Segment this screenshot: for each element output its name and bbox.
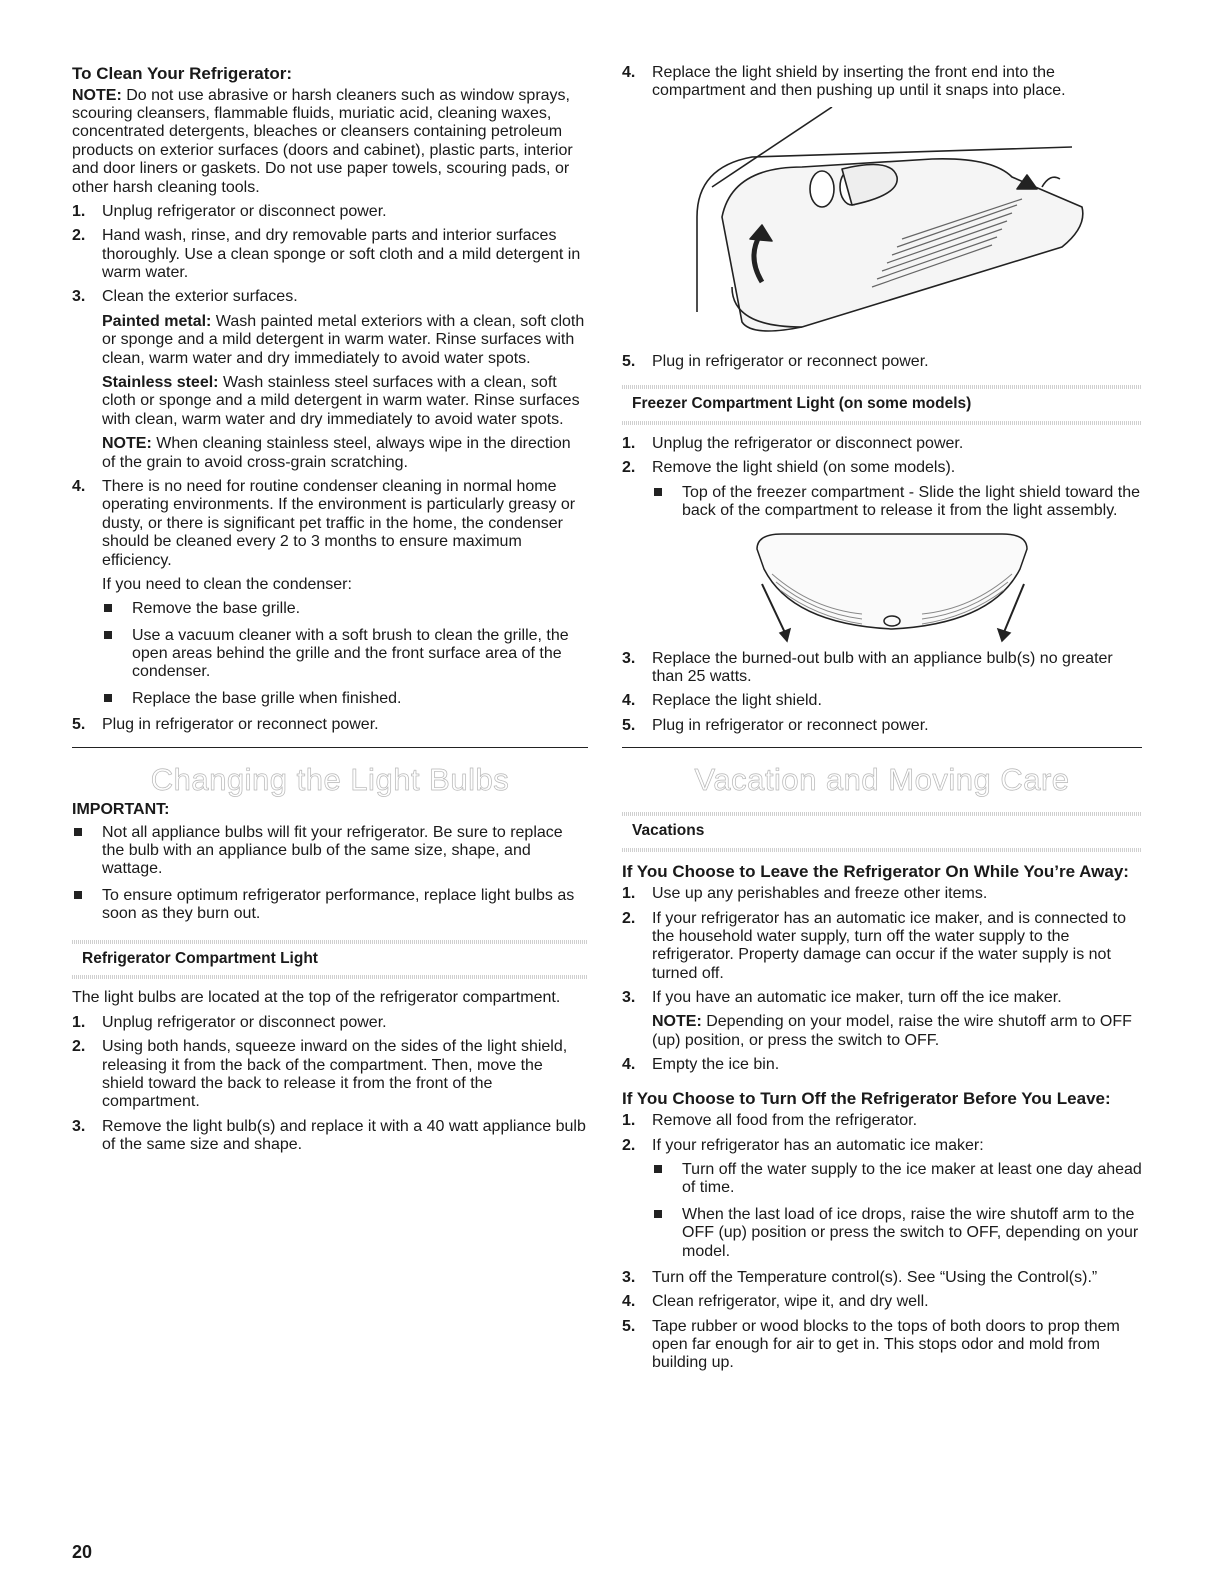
painted-metal-para [102, 313, 588, 368]
step-number: 2. [622, 459, 636, 477]
left-column [72, 64, 588, 1161]
step-number: 4. [622, 64, 636, 81]
step-number: 1. [622, 434, 636, 452]
step-text: Replace the burned-out bulb with an appliance bulb(s) no greater than 25 watts. [652, 649, 1113, 685]
step-text: Unplug refrigerator or disconnect power. [102, 1013, 387, 1031]
note2-text: When cleaning stainless steel, always wipe in the direction of the grain to avoid cross-grain scratching. [102, 435, 571, 471]
condenser-intro: If you need to clean the condenser: [102, 575, 352, 593]
list-item [72, 887, 588, 924]
square-bullet-icon [654, 1165, 662, 1173]
step-text: Replace the light shield. [652, 692, 822, 710]
step-number: 1. [622, 1112, 636, 1130]
list-item [72, 1014, 588, 1032]
leave-on-steps [622, 885, 1142, 1075]
light-shield-illustration [692, 107, 1112, 347]
bullet-text: Top of the freezer compartment - Slide the light shield toward the back of the compartment to release it from the light assembly. [682, 483, 1141, 520]
step-text: Remove all food from the refrigerator. [652, 1112, 918, 1130]
fridge-light-intro: The light bulbs are located at the top of the refrigerator compartment. [72, 989, 561, 1007]
bullet-text: Not all appliance bulbs will fit your refrigerator. Be sure to replace the bulb with an appliance bulb of the same size, shape, and wattage. [102, 823, 563, 878]
list-item [622, 885, 1142, 903]
list-item [72, 478, 588, 708]
square-bullet-icon [74, 891, 82, 899]
stainless-note [102, 435, 588, 472]
step-text: If you have an automatic ice maker, turn off the ice maker. [652, 989, 1062, 1007]
square-bullet-icon [104, 694, 112, 702]
turn-off-heading: If You Choose to Turn Off the Refrigerator Before You Leave: [622, 1088, 1111, 1108]
step-number: 1. [72, 202, 86, 220]
freezer-light-subheading: Freezer Compartment Light (on some models) [622, 389, 1142, 421]
step-number: 4. [622, 692, 636, 710]
step-number: 4. [622, 1056, 636, 1074]
important-bullets [72, 824, 588, 924]
stainless-text: Wash stainless steel surfaces with a clean, soft cloth or sponge and a mild detergent in warm water. Rinse surfaces with clean, warm water and dry immediately to avoid water spots. [102, 374, 580, 428]
list-item [72, 824, 588, 879]
step-text: Unplug refrigerator or disconnect power. [102, 202, 387, 220]
square-bullet-icon [654, 488, 662, 496]
list-item [72, 288, 588, 472]
square-bullet-icon [104, 604, 112, 612]
clean-steps [72, 203, 588, 735]
vacation-section-title: Vacation and Moving Care [694, 762, 1070, 798]
list-item [622, 64, 1142, 101]
important-label: IMPORTANT: [72, 801, 170, 819]
bullet-text: Replace the base grille when finished. [132, 689, 402, 707]
list-item [652, 484, 1142, 521]
list-item [72, 1118, 588, 1155]
square-bullet-icon [104, 631, 112, 639]
list-item [102, 627, 588, 682]
list-item [622, 353, 1142, 371]
step-text: Using both hands, squeeze inward on the sides of the light shield, releasing it from the back of the compartment. Then, move the shield toward the back to release it from the front of the compartment. [102, 1038, 568, 1111]
step-number: 2. [72, 227, 86, 245]
vacations-subheading: Vacations [622, 816, 1142, 848]
step-number: 1. [622, 885, 636, 903]
step-text: Plug in refrigerator or reconnect power. [652, 352, 929, 370]
slide-arrow-right-icon [1002, 584, 1024, 637]
step-number: 3. [622, 989, 636, 1007]
step-number: 4. [72, 477, 86, 495]
step-number: 2. [622, 1136, 636, 1154]
list-item [102, 690, 588, 708]
step-number: 2. [622, 909, 636, 927]
turn-off-steps [622, 1112, 1142, 1373]
note-text: Do not use abrasive or harsh cleaners such as window sprays, scouring cleansers, flammable fluids, muriatic acid, cleaning waxes, concentrated detergents, bleaches or cleansers containing petroleum products on exterior surfaces (doors and cabinet), plastic parts, interior and door liners or gaskets. Do not use paper towels, scouring pads, or other harsh cleaning tools. [72, 86, 573, 196]
step-text: There is no need for routine condenser cleaning in normal home operating environments. If the environment is particularly greasy or dusty, or there is significant pet traffic in the home, the condenser should be cleaned every 2 to 3 months to ensure maximum efficiency. [102, 477, 576, 569]
list-item [622, 459, 1142, 520]
section-divider [622, 747, 1142, 748]
note-label: NOTE: [652, 1013, 702, 1031]
step-number: 5. [622, 352, 636, 370]
step-number: 3. [72, 288, 86, 306]
list-item [622, 1112, 1142, 1130]
list-item [622, 435, 1142, 453]
step-number: 4. [622, 1293, 636, 1311]
step-text: Hand wash, rinse, and dry removable parts and interior surfaces thoroughly. Use a clean sponge or soft cloth and a mild detergent in warm water. [102, 227, 581, 282]
step-text: Remove the light bulb(s) and replace it with a 40 watt appliance bulb of the same size and shape. [102, 1117, 586, 1154]
list-item [622, 717, 1142, 735]
list-item [622, 1269, 1142, 1287]
clean-note [72, 87, 588, 197]
freezer-light-steps [622, 435, 1142, 521]
bullet-text: To ensure optimum refrigerator performance, replace light bulbs as soon as they burn out. [102, 886, 575, 923]
list-item [622, 692, 1142, 710]
bullet-text: Use a vacuum cleaner with a soft brush to clean the grille, the open areas behind the grille and the front surface area of the condenser. [132, 626, 569, 681]
list-item [72, 203, 588, 221]
clean-title: To Clean Your Refrigerator: [72, 64, 293, 83]
bulb-socket-left [810, 171, 834, 207]
list-item [652, 1161, 1142, 1198]
list-item [622, 989, 1142, 1050]
fridge-light-steps-end [622, 353, 1142, 371]
section-divider [72, 747, 588, 748]
freezer-light-steps-end [622, 650, 1142, 736]
list-item [72, 716, 588, 734]
step-text: Clean refrigerator, wipe it, and dry well. [652, 1293, 929, 1311]
list-item [72, 227, 588, 282]
page-number: 20 [72, 1542, 93, 1562]
bullet-text: When the last load of ice drops, raise the wire shutoff arm to the OFF (up) position or press the switch to OFF, depending on your model. [682, 1205, 1139, 1260]
step-text: Turn off the Temperature control(s). See “Using the Control(s).” [652, 1268, 1098, 1286]
ice-maker-note [652, 1013, 1142, 1050]
list-item [622, 650, 1142, 687]
step-text: Remove the light shield (on some models). [652, 459, 956, 477]
fridge-light-steps [72, 1014, 588, 1155]
clip-icon [1042, 177, 1060, 187]
list-item [622, 1293, 1142, 1311]
step-text: If your refrigerator has an automatic ice maker, and is connected to the household water supply, turn off the water supply to the refrigerator. Property damage can occur if the water supply is not turned off. [652, 909, 1127, 982]
right-column [622, 64, 1142, 1379]
step-text: Tape rubber or wood blocks to the tops of both doors to prop them open far enough for air to get in. This stops odor and mold from building up. [652, 1317, 1120, 1372]
arrow-head-icon [998, 629, 1010, 641]
step-number: 5. [72, 716, 86, 734]
square-bullet-icon [654, 1210, 662, 1218]
step-number: 3. [622, 1268, 636, 1286]
list-item [622, 910, 1142, 984]
painted-label: Painted metal: [102, 312, 212, 330]
step-text: Unplug the refrigerator or disconnect power. [652, 434, 964, 452]
freezer-bullets [652, 484, 1142, 521]
list-item [72, 1038, 588, 1112]
bullet-text: Remove the base grille. [132, 600, 301, 618]
stainless-para [102, 374, 588, 429]
bulbs-section-title: Changing the Light Bulbs [150, 761, 510, 797]
step-text: Empty the ice bin. [652, 1056, 780, 1074]
square-bullet-icon [74, 828, 82, 836]
step-text: If your refrigerator has an automatic ice maker: [652, 1136, 984, 1154]
step-number: 1. [72, 1013, 86, 1031]
step-number: 2. [72, 1038, 86, 1056]
condenser-bullets [102, 600, 588, 708]
list-item [622, 1137, 1142, 1261]
ice-maker-bullets [652, 1161, 1142, 1261]
freezer-shield-body [757, 534, 1027, 629]
leave-on-heading: If You Choose to Leave the Refrigerator On While You’re Away: [622, 861, 1129, 881]
step-number: 3. [622, 649, 636, 667]
list-item [622, 1318, 1142, 1373]
arrow-head-icon [780, 629, 790, 641]
painted-text: Wash painted metal exteriors with a clean, soft cloth or sponge and a mild detergent in warm water. Rinse surfaces with clean, warm water and dry immediately to avoid water spots. [102, 312, 585, 367]
list-item [102, 600, 588, 618]
step-number: 5. [622, 716, 636, 734]
step-text: Replace the light shield by inserting the front end into the compartment and then pushing up until it snaps into place. [652, 64, 1066, 100]
stainless-label: Stainless steel: [102, 374, 219, 392]
fridge-light-subheading: Refrigerator Compartment Light [72, 944, 588, 976]
step-number: 5. [622, 1317, 636, 1335]
step-text: Use up any perishables and freeze other items. [652, 885, 988, 903]
step-text: Plug in refrigerator or reconnect power. [102, 716, 379, 734]
step-text: Clean the exterior surfaces. [102, 288, 298, 306]
step-text: Plug in refrigerator or reconnect power. [652, 716, 929, 734]
fridge-light-steps-cont [622, 64, 1142, 101]
list-item [652, 1206, 1142, 1261]
note2-label: NOTE: [102, 435, 152, 453]
list-item [622, 1056, 1142, 1074]
bullet-text: Turn off the water supply to the ice maker at least one day ahead of time. [682, 1160, 1142, 1197]
step-number: 3. [72, 1117, 86, 1135]
note-label: NOTE: [72, 86, 122, 104]
note-text: Depending on your model, raise the wire shutoff arm to OFF (up) position, or press the switch to OFF. [652, 1013, 1132, 1049]
freezer-shield-illustration [752, 529, 1032, 644]
